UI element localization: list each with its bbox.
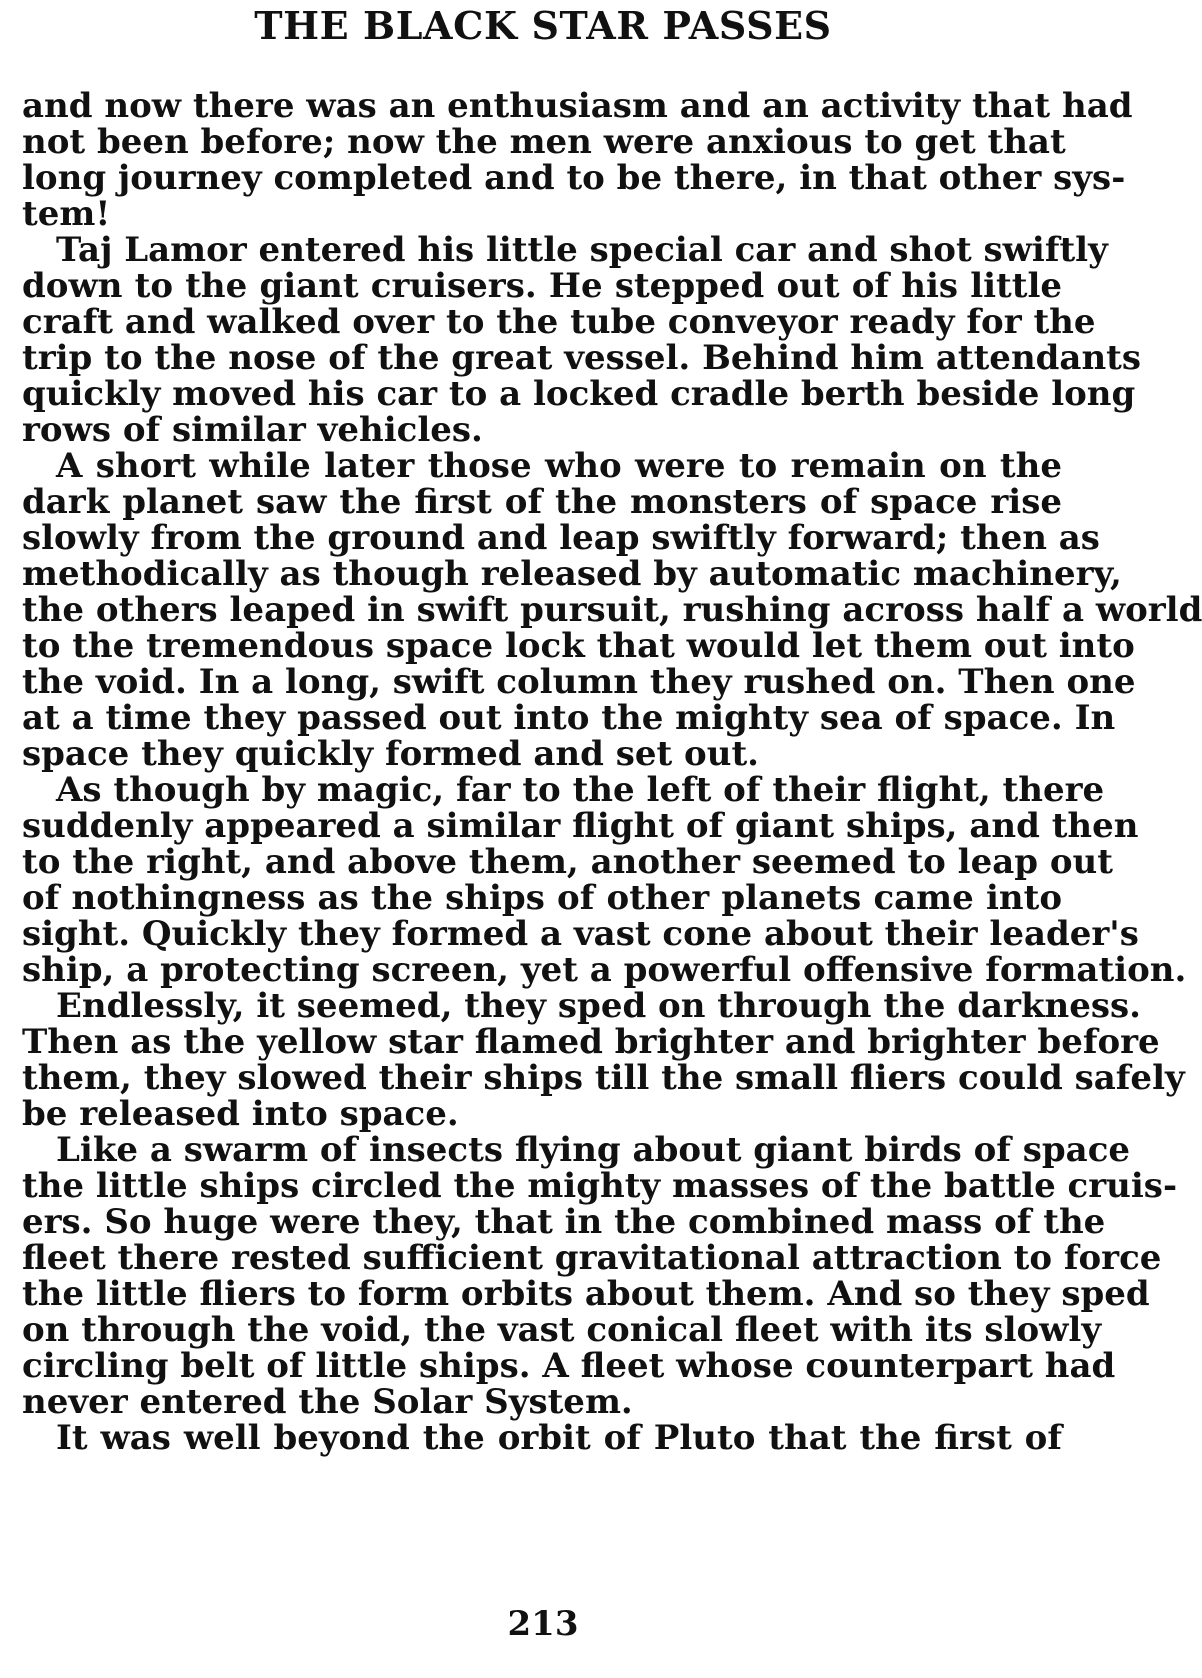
text-line: methodically as though released by automatic machinery, [22, 554, 1122, 594]
paragraph-7 [22, 1420, 1062, 1456]
text-line: down to the giant cruisers. He stepped out of his little [22, 266, 1062, 306]
text-line: the little ships circled the mighty masses of the battle cruis- [22, 1166, 1178, 1206]
text-line: the others leaped in swift pursuit, rushing across half a world [22, 590, 1202, 630]
text-line: at a time they passed out into the mighty sea of space. In [22, 698, 1116, 738]
text-line: As though by magic, far to the left of their flight, there [56, 770, 1105, 810]
text-line: not been before; now the men were anxious to get that [22, 122, 1066, 162]
text-line: to the right, and above them, another seemed to leap out [22, 842, 1113, 882]
text-line: be released into space. [22, 1094, 459, 1134]
text-line: ers. So huge were they, that in the combined mass of the [22, 1202, 1106, 1242]
text-line: on through the void, the vast conical fleet with its slowly [22, 1310, 1102, 1350]
page-number: 213 [507, 1604, 579, 1644]
text-line: circling belt of little ships. A fleet whose counterpart had [22, 1346, 1116, 1386]
text-line: long journey completed and to be there, in that other sys- [22, 158, 1126, 198]
paragraph-3 [22, 446, 1202, 774]
text-line: never entered the Solar System. [22, 1382, 633, 1422]
text-line: tem! [22, 194, 111, 234]
text-line: It was well beyond the orbit of Pluto that the first of [56, 1418, 1062, 1458]
text-line: and now there was an enthusiasm and an activity that had [22, 86, 1133, 126]
paragraph-1 [22, 86, 1133, 234]
text-line: them, they slowed their ships till the small fliers could safely [22, 1058, 1185, 1098]
paragraph-5 [22, 986, 1185, 1134]
text-line: ship, a protecting screen, yet a powerful offensive formation. [22, 950, 1187, 990]
paragraph-6 [22, 1130, 1178, 1422]
paragraph-4 [22, 770, 1187, 990]
text-line: Like a swarm of insects flying about giant birds of space [56, 1130, 1131, 1170]
text-line: trip to the nose of the great vessel. Behind him attendants [22, 338, 1142, 378]
text-line: sight. Quickly they formed a vast cone about their leader's [22, 914, 1139, 954]
text-line: the little fliers to form orbits about them. And so they sped [22, 1274, 1150, 1314]
text-line: Endlessly, it seemed, they sped on through the darkness. [56, 986, 1141, 1026]
running-head-title: THE BLACK STAR PASSES [254, 3, 832, 48]
text-line: Taj Lamor entered his little special car and shot swiftly [56, 230, 1108, 270]
text-line: suddenly appeared a similar flight of giant ships, and then [22, 806, 1139, 846]
text-line: space they quickly formed and set out. [22, 734, 759, 774]
text-line: rows of similar vehicles. [22, 410, 483, 450]
text-line: fleet there rested sufficient gravitational attraction to force [22, 1238, 1162, 1278]
text-line: the void. In a long, swift column they rushed on. Then one [22, 662, 1136, 702]
text-line: A short while later those who were to remain on the [56, 446, 1062, 486]
text-line: craft and walked over to the tube conveyor ready for the [22, 302, 1096, 342]
text-line: of nothingness as the ships of other planets came into [22, 878, 1062, 918]
text-line: Then as the yellow star flamed brighter and brighter before [22, 1022, 1160, 1062]
paragraph-2 [22, 230, 1142, 450]
text-line: slowly from the ground and leap swiftly forward; then as [22, 518, 1100, 558]
text-line: dark planet saw the first of the monsters of space rise [22, 482, 1062, 522]
text-line: to the tremendous space lock that would let them out into [22, 626, 1135, 666]
text-line: quickly moved his car to a locked cradle berth beside long [22, 374, 1136, 414]
body-text [22, 86, 1202, 1458]
